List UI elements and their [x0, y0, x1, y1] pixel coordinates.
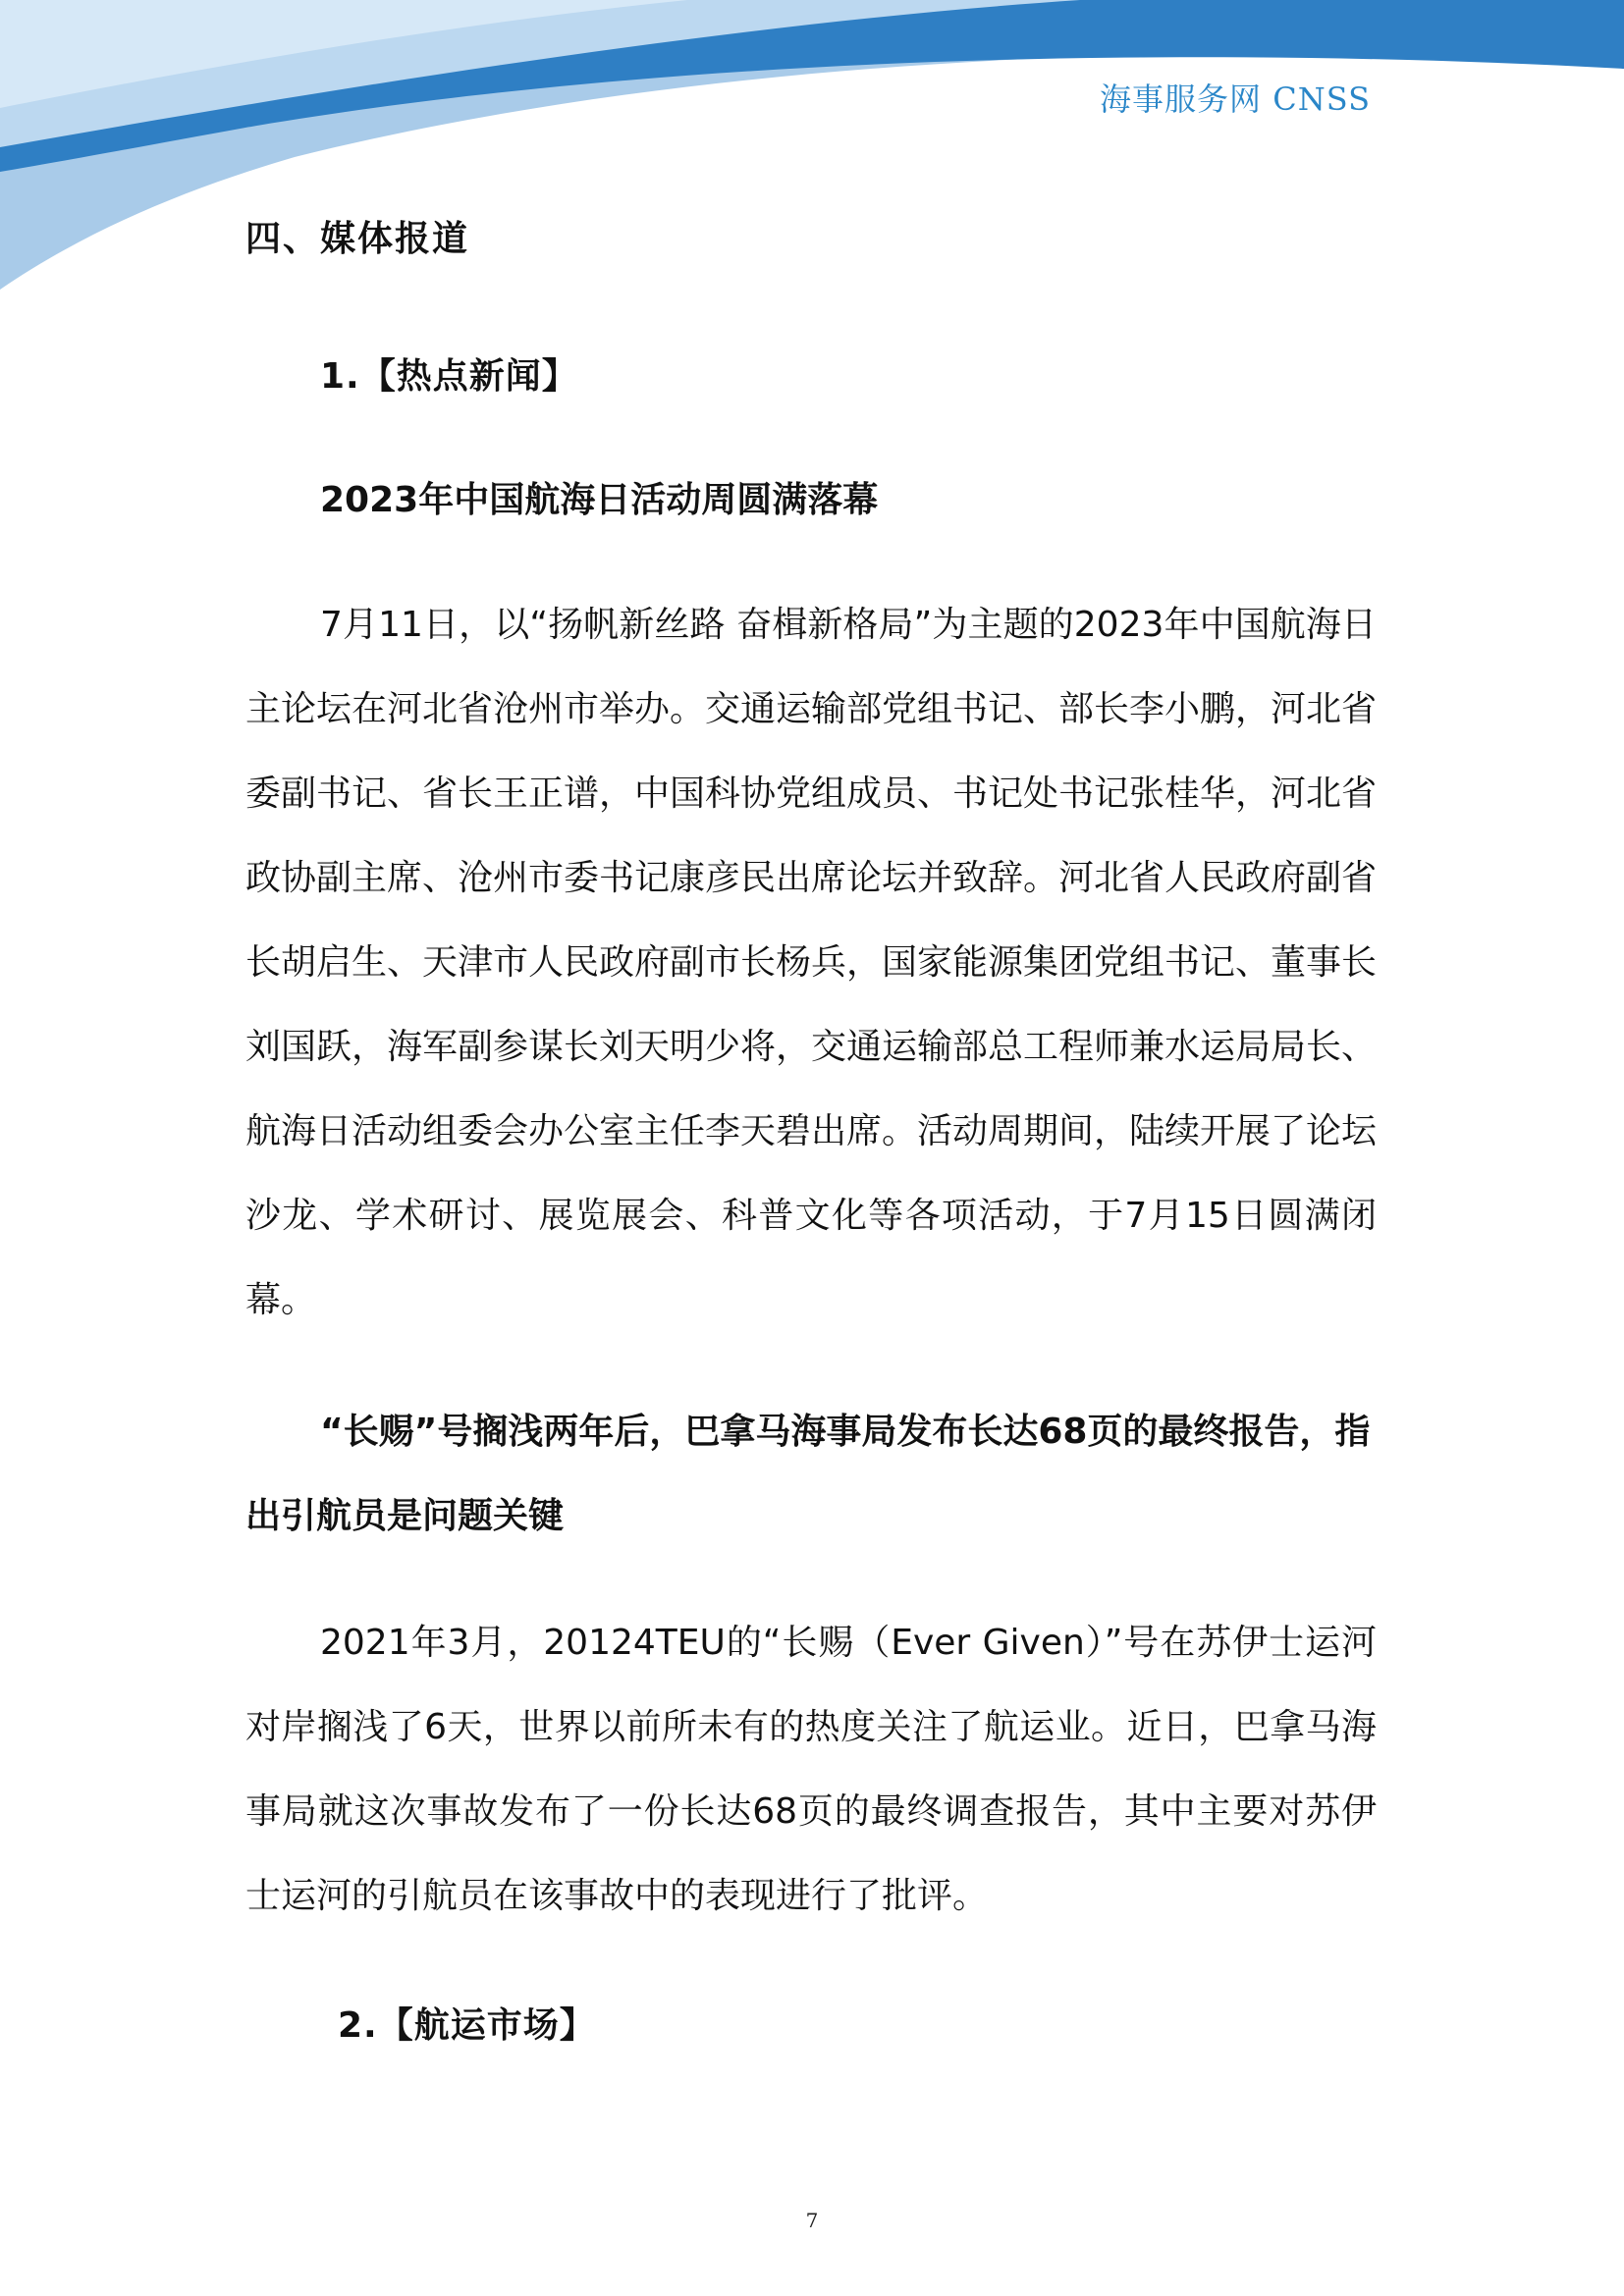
page-number: 7	[805, 2209, 819, 2232]
article-body: 2021年3月，20124TEU的“长赐（Ever Given）”号在苏伊士运河对岸搁浅了6天，世界以前所未有的热度关注了航运业。近日，巴拿马海事局就这次事故发布了一份长达68页的最终调查报告，其中主要对苏伊士运河的引航员在该事故中的表现进行了批评。	[245, 1623, 1377, 1916]
article-title: “长赐”号搁浅两年后，巴拿马海事局发布长达68页的最终报告，指出引航员是问题关键	[245, 1412, 1371, 1536]
section-title: 四、媒体报道	[245, 219, 470, 259]
brand-label: 海事服务网 CNSS	[1100, 80, 1371, 118]
subsection-heading-shipping-market: 2.【航运市场】	[338, 2005, 596, 2046]
subsection-heading-hot-news: 1.【热点新闻】	[320, 356, 578, 397]
article-body: 7月11日，以“扬帆新丝路 奋楫新格局”为主题的2023年中国航海日主论坛在河北省沧州市举办。交通运输部党组书记、部长李小鹏，河北省委副书记、省长王正谱，中国科协党组成员、书记处书记张桂华，河北省政协副主席、沧州市委书记康彦民出席论坛并致辞。河北省人民政府副省长胡启生、天津市人民政府副市长杨兵，国家能源集团党组书记、董事长刘国跃，海军副参谋长刘天明少将，交通运输部总工程师兼水运局局长、航海日活动组委会办公室主任李天碧出席。活动周期间，陆续开展了论坛沙龙、学术研讨、展览展会、科普文化等各项活动，于7月15日圆满闭幕。	[245, 605, 1378, 1320]
header-decoration	[0, 0, 1624, 294]
article-title: 2023年中国航海日活动周圆满落幕	[320, 480, 879, 520]
